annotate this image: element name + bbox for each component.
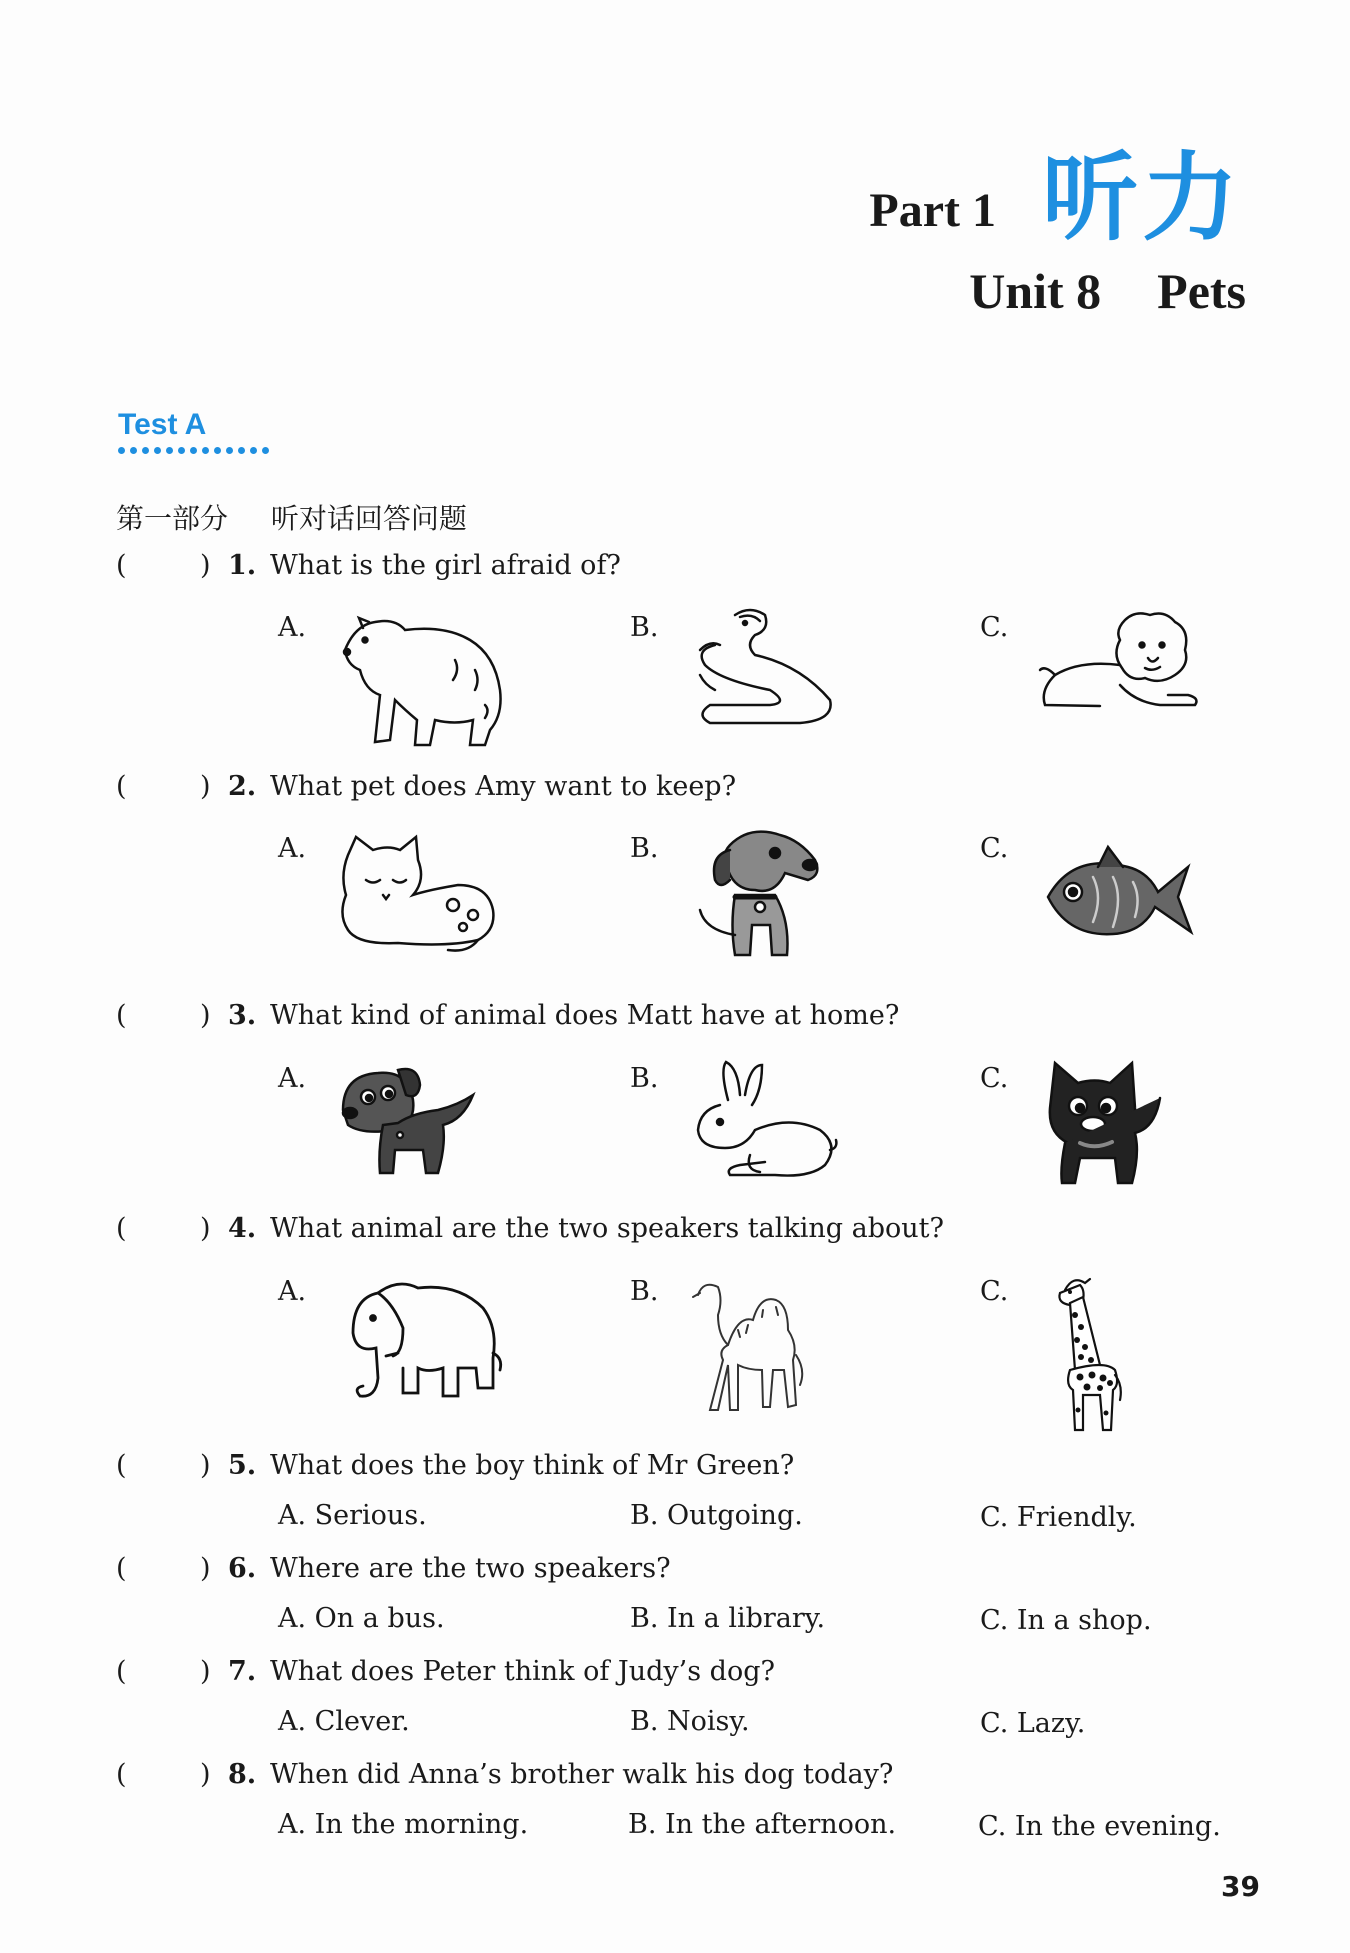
part-chinese-title: 听力 bbox=[1042, 142, 1242, 254]
option-label: B. bbox=[630, 1276, 659, 1307]
answer-paren-close: ) bbox=[200, 1213, 211, 1244]
answer-paren-open: ( bbox=[116, 550, 127, 581]
question-2 bbox=[116, 771, 736, 802]
question-7 bbox=[116, 1656, 775, 1687]
page-number: 39 bbox=[1221, 1870, 1260, 1903]
question-text: What is the girl afraid of? bbox=[270, 550, 621, 581]
question-3 bbox=[116, 1000, 899, 1031]
question-number: 7. bbox=[228, 1656, 257, 1687]
question-number: 6. bbox=[228, 1553, 257, 1584]
black-cat-icon bbox=[1040, 1058, 1170, 1188]
answer-option-a: A. Serious. bbox=[278, 1500, 427, 1531]
question-8 bbox=[116, 1759, 893, 1790]
option-label: A. bbox=[278, 833, 307, 864]
fish-icon bbox=[1043, 842, 1193, 947]
answer-paren-close: ) bbox=[200, 550, 211, 581]
answer-paren-close: ) bbox=[200, 771, 211, 802]
question-number: 3. bbox=[228, 1000, 257, 1031]
question-6 bbox=[116, 1553, 671, 1584]
question-number: 2. bbox=[228, 771, 257, 802]
section-instruction: 听对话回答问题 bbox=[270, 502, 467, 535]
question-4 bbox=[116, 1213, 944, 1244]
answer-option-c: C. In a shop. bbox=[980, 1605, 1152, 1636]
answer-option-a: A. Clever. bbox=[278, 1706, 410, 1737]
unit-label: Unit 8 bbox=[969, 263, 1102, 319]
part-label: Part 1 bbox=[869, 184, 996, 237]
elephant-icon bbox=[348, 1278, 503, 1410]
question-text: What pet does Amy want to keep? bbox=[270, 771, 737, 802]
section-title bbox=[116, 497, 467, 537]
answer-paren-close: ) bbox=[200, 1450, 211, 1481]
lion-icon bbox=[1040, 610, 1200, 715]
bear-icon bbox=[335, 610, 515, 750]
camel-icon bbox=[688, 1275, 808, 1415]
question-number: 4. bbox=[228, 1213, 257, 1244]
question-text: What does Peter think of Judy’s dog? bbox=[270, 1656, 775, 1687]
answer-paren-close: ) bbox=[200, 1656, 211, 1687]
unit-heading bbox=[969, 262, 1246, 320]
answer-option-a: A. In the morning. bbox=[278, 1809, 529, 1840]
cat-icon bbox=[338, 835, 500, 955]
test-title-underline bbox=[118, 447, 269, 454]
option-label: B. bbox=[630, 1063, 659, 1094]
answer-paren-open: ( bbox=[116, 1553, 127, 1584]
section-number: 第一部分 bbox=[116, 502, 229, 535]
rabbit-icon bbox=[690, 1060, 840, 1180]
question-text: Where are the two speakers? bbox=[270, 1553, 671, 1584]
option-label: A. bbox=[278, 612, 307, 643]
answer-option-c: C. Friendly. bbox=[980, 1502, 1137, 1533]
question-number: 1. bbox=[228, 550, 257, 581]
option-label: C. bbox=[980, 833, 1009, 864]
dog-icon bbox=[690, 825, 825, 965]
answer-paren-open: ( bbox=[116, 771, 127, 802]
question-text: What does the boy think of Mr Green? bbox=[270, 1450, 795, 1481]
answer-option-b: B. In a library. bbox=[630, 1603, 826, 1634]
question-text: What animal are the two speakers talking about? bbox=[270, 1213, 944, 1244]
question-5 bbox=[116, 1450, 794, 1481]
question-text: When did Anna’s brother walk his dog today? bbox=[270, 1759, 894, 1790]
question-text: What kind of animal does Matt have at home? bbox=[270, 1000, 900, 1031]
answer-option-c: C. In the evening. bbox=[978, 1811, 1221, 1842]
answer-paren-open: ( bbox=[116, 1450, 127, 1481]
answer-option-b: B. Noisy. bbox=[630, 1706, 750, 1737]
answer-paren-close: ) bbox=[200, 1553, 211, 1584]
option-label: A. bbox=[278, 1276, 307, 1307]
giraffe-icon bbox=[1045, 1275, 1125, 1435]
answer-option-a: A. On a bus. bbox=[278, 1603, 445, 1634]
question-1 bbox=[116, 550, 621, 581]
part-heading bbox=[869, 142, 1242, 254]
answer-option-b: B. In the afternoon. bbox=[628, 1809, 897, 1840]
answer-option-b: B. Outgoing. bbox=[630, 1500, 803, 1531]
answer-paren-open: ( bbox=[116, 1213, 127, 1244]
answer-option-c: C. Lazy. bbox=[980, 1708, 1086, 1739]
option-label: B. bbox=[630, 612, 659, 643]
question-number: 5. bbox=[228, 1450, 257, 1481]
option-label: A. bbox=[278, 1063, 307, 1094]
question-number: 8. bbox=[228, 1759, 257, 1790]
answer-paren-open: ( bbox=[116, 1656, 127, 1687]
puppy-icon bbox=[338, 1065, 478, 1180]
cobra-icon bbox=[690, 605, 840, 730]
option-label: C. bbox=[980, 1276, 1009, 1307]
answer-paren-close: ) bbox=[200, 1000, 211, 1031]
option-label: B. bbox=[630, 833, 659, 864]
test-title: Test A bbox=[118, 408, 207, 441]
answer-paren-open: ( bbox=[116, 1000, 127, 1031]
answer-paren-close: ) bbox=[200, 1759, 211, 1790]
answer-paren-open: ( bbox=[116, 1759, 127, 1790]
option-label: C. bbox=[980, 612, 1009, 643]
option-label: C. bbox=[980, 1063, 1009, 1094]
unit-name: Pets bbox=[1157, 263, 1246, 319]
